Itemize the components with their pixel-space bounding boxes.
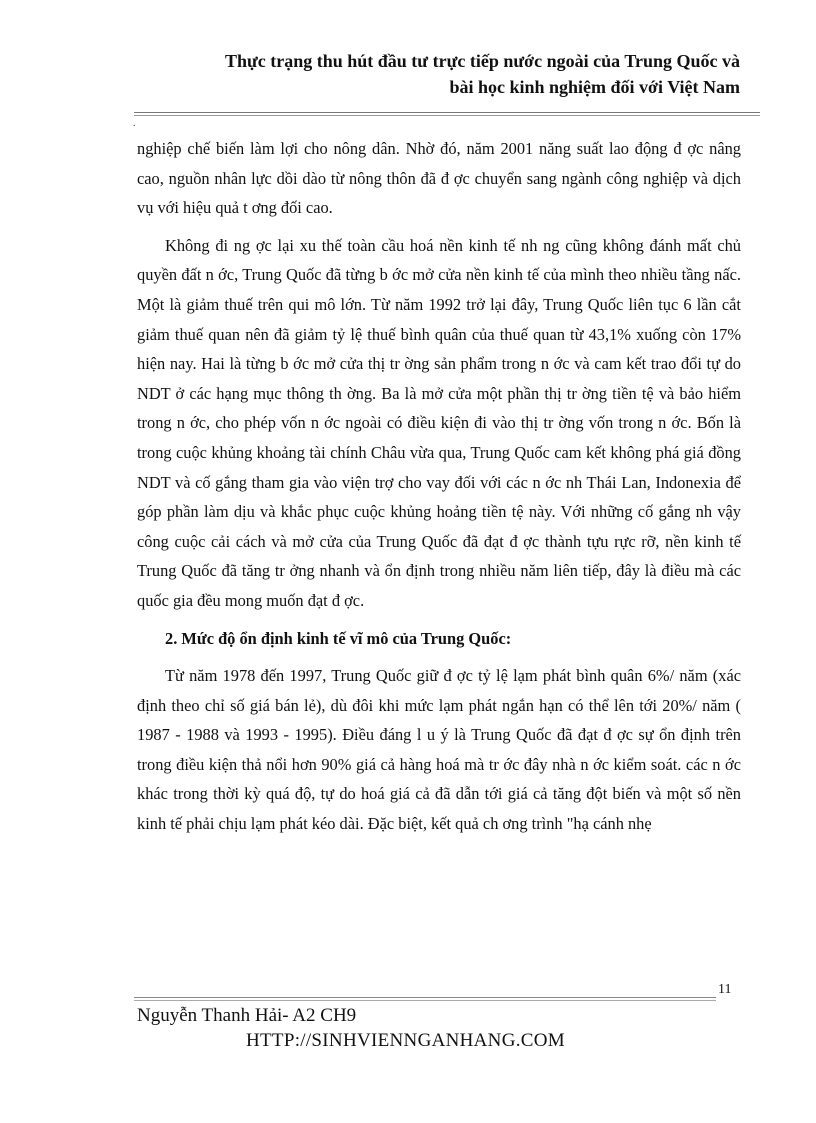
document-body bbox=[137, 134, 741, 847]
paragraph-continuation: nghiệp chế biến làm lợi cho nông dân. Nhờ đó, năm 2001 năng suất lao động đ ợc nâng cao, nguồn nhân lực dồi dào từ nông thôn đã đ ợc chuyển sang ngành công nghiệp và dịch vụ với hiệu quả t ơng đối cao. bbox=[137, 139, 741, 218]
footer-url: HTTP://SINHVIENNGANHANG.COM bbox=[246, 1030, 565, 1051]
page-number: 11 bbox=[718, 982, 732, 997]
header-divider bbox=[134, 112, 760, 116]
section-heading: 2. Mức độ ổn định kinh tế vĩ mô của Trung Quốc: bbox=[165, 628, 512, 648]
header-title-line-1: Thực trạng thu hút đầu tư trực tiếp nước ngoài của Trung Quốc và bbox=[224, 51, 740, 71]
header-title-line-2: bài học kinh nghiệm đối với Việt Nam bbox=[449, 77, 740, 97]
header-dot: . bbox=[133, 118, 136, 129]
paragraph-opening-economy: Không đi ng ợc lại xu thế toàn cầu hoá nền kinh tế nh ng cũng không đánh mất chủ quyền đất n ớc, Trung Quốc đã từng b ớc mở cửa nền kinh tế của mình theo nhiều tầng nấc. Một là giảm thuế trên qui mô lớn. Từ năm 1992 trở lại đây, Trung Quốc liên tục 6 lần cắt giảm thuế quan nên đã giảm tỷ lệ thuế bình quân của thuế quan từ 43,1% xuống còn 17% hiện nay. Hai là từng b ớc mở cửa thị tr ờng sản phẩm trong n ớc và cam kết trao đổi tự do NDT ở các hạng mục thông th ờng. Ba là mở cửa một phần thị tr ờng tiền tệ và bảo hiểm trong n ớc, cho phép vốn n ớc ngoài có điều kiện đi vào thị tr ờng vốn trong n ớc. Bốn là trong cuộc khủng khoảng tài chính Châu vừa qua, Trung Quốc cam kết không phá giá đồng NDT và cố gắng tham gia vào viện trợ cho vay đối với các n ớc nh Thái Lan, Indonexia để góp phần làm dịu và khắc phục cuộc khủng hoảng tiền tệ này. Với những cố gắng nh vậy công cuộc cải cách và mở cửa của Trung Quốc đã đạt đ ợc thành tựu rực rỡ, nền kinh tế Trung Quốc đã tăng tr ởng nhanh và ổn định trong nhiều năm liên tiếp, đây là điều mà các quốc gia đều mong muốn đạt đ ợc. bbox=[137, 235, 741, 610]
page-header bbox=[140, 48, 740, 100]
footer-author: Nguyễn Thanh Hải- A2 CH9 bbox=[137, 1005, 357, 1026]
footer-divider bbox=[134, 997, 716, 1001]
paragraph-inflation: Từ năm 1978 đến 1997, Trung Quốc giữ đ ợc tỷ lệ lạm phát bình quân 6%/ năm (xác định theo chỉ số giá bán lẻ), dù đôi khi mức lạm phát ngắn hạn có thể lên tới 20%/ năm ( 1987 - 1988 và 1993 - 1995). Điều đáng l u ý là Trung Quốc đã đạt đ ợc sự ổn định trên trong điều kiện thả nổi hơn 90% giá cả hàng hoá mà tr ớc đây nhà n ớc kiểm soát. các n ớc khác trong thời kỳ quá độ, tự do hoá giá cả đã dẫn tới giá cả tăng đột biến và một số nền kinh tế phải chịu lạm phát kéo dài. Đặc biệt, kết quả ch ơng trình "hạ cánh nhẹ bbox=[137, 666, 741, 834]
